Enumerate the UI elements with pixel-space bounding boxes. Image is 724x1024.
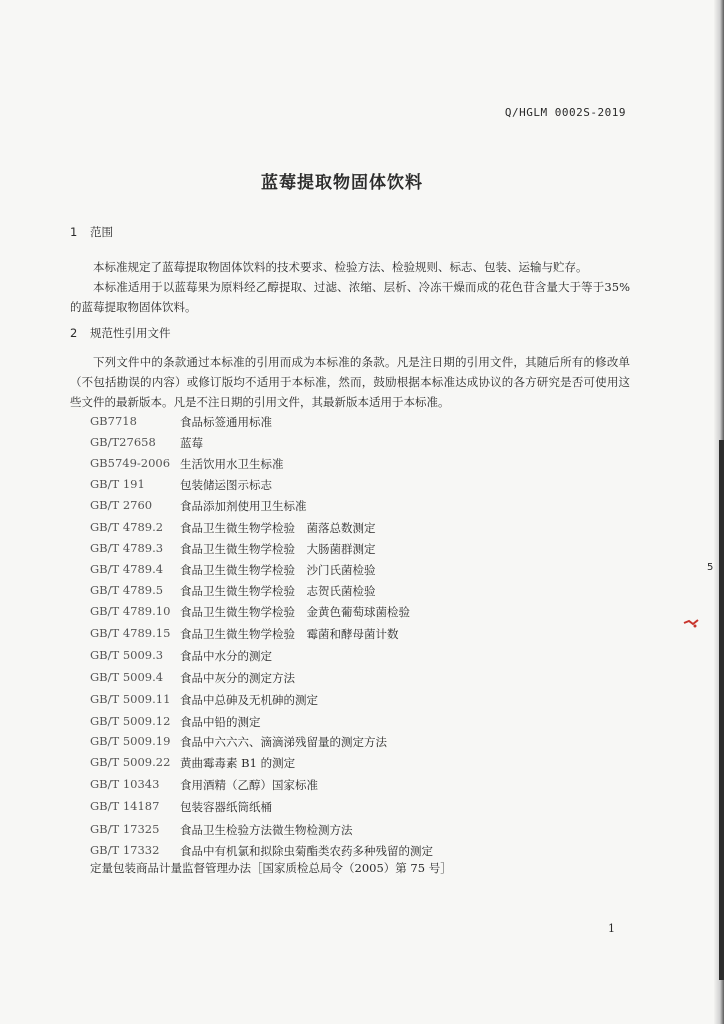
reference-name: 黄曲霉毒素 B1 的测定 [180, 756, 296, 770]
reference-name: 食品添加剂使用卫生标准 [180, 499, 307, 513]
reference-name: 食品卫生微生物学检验 霉菌和酵母菌计数 [180, 627, 399, 641]
reference-code: GB/T 5009.11 [90, 692, 171, 706]
reference-name: 食用酒精（乙醇）国家标准 [180, 778, 318, 792]
reference-code: GB/T 4789.3 [90, 541, 164, 555]
section-1-paragraph-1: 本标准规定了蓝莓提取物固体饮料的技术要求、检验方法、检验规则、标志、包装、运输与贮存。 [93, 260, 588, 274]
reference-code: GB/T 10343 [90, 777, 160, 791]
section-1-paragraph-2: 本标准适用于以蓝莓果为原料经乙醇提取、过滤、浓缩、层析、冷冻干燥而成的花色苷含量大于等于35%的蓝莓提取物固体饮料。 [70, 280, 630, 314]
reference-code: GB/T 4789.4 [90, 562, 164, 576]
reference-code: GB/T 17325 [90, 822, 160, 836]
reference-name: 食品标签通用标准 [180, 415, 272, 429]
reference-name: 食品卫生微生物学检验 菌落总数测定 [180, 521, 376, 535]
reference-name: 食品中水分的测定 [180, 649, 272, 663]
section-2-heading [70, 325, 171, 341]
reference-code: GB/T 5009.22 [90, 755, 171, 769]
reference-name: 食品卫生微生物学检验 金黄色葡萄球菌检验 [180, 605, 410, 619]
reference-code: GB/T 5009.19 [90, 734, 171, 748]
standard-code: Q/HGLM 0002S-2019 [504, 106, 626, 119]
section-title: 规范性引用文件 [90, 326, 171, 340]
red-ink-mark-icon [683, 616, 699, 630]
reference-code: GB/T 5009.12 [90, 714, 171, 728]
scanner-edge [719, 440, 724, 980]
reference-code: GB/T 4789.2 [90, 520, 164, 534]
reference-name: 食品卫生微生物学检验 大肠菌群测定 [180, 542, 376, 556]
reference-code: GB/T 4789.5 [90, 583, 164, 597]
reference-code: GB/T 14187 [90, 799, 160, 813]
page-number: 1 [608, 922, 615, 935]
reference-name: 食品中六六六、滴滴涕残留量的测定方法 [180, 735, 387, 749]
reference-name: 蓝莓 [180, 436, 203, 450]
reference-code: GB/T 4789.15 [90, 626, 171, 640]
reference-name: 包装容器纸筒纸桶 [180, 800, 272, 814]
reference-name: 食品卫生微生物学检验 沙门氏菌检验 [180, 563, 376, 577]
reference-code: GB/T 191 [90, 477, 145, 491]
reference-name: 食品中灰分的测定方法 [180, 671, 295, 685]
reference-name: 食品卫生微生物学检验 志贺氏菌检验 [180, 584, 376, 598]
reference-code: GB/T 5009.3 [90, 648, 164, 662]
reference-name: 包装储运图示标志 [180, 478, 272, 492]
section-2-paragraph-1: 下列文件中的条款通过本标准的引用而成为本标准的条款。凡是注日期的引用文件，其随后所有的修改单（不包括勘误的内容）或修订版均不适用于本标准，然而，鼓励根据本标准达成协议的各方研究是否可使用这些文件的最新版本。凡是不注日期的引用文件，其最新版本适用于本标准。 [70, 355, 630, 409]
reference-name: 食品卫生检验方法微生物检测方法 [180, 823, 353, 837]
section-1-heading [70, 224, 113, 240]
reference-code: GB5749-2006 [90, 456, 171, 470]
reference-name: 食品中总砷及无机砷的测定 [180, 693, 318, 707]
side-tab-mark: 5 [707, 562, 714, 573]
reference-name: 食品中铅的测定 [180, 715, 261, 729]
section-title: 范围 [90, 225, 113, 239]
reference-code: GB/T 17332 [90, 843, 160, 857]
reference-code: GB/T 2760 [90, 498, 153, 512]
section-number: 1 [70, 225, 78, 239]
reference-name: 食品中有机氯和拟除虫菊酯类农药多种残留的测定 [180, 844, 433, 858]
reference-code: GB/T 5009.4 [90, 670, 164, 684]
section-number: 2 [70, 326, 78, 340]
reference-code: GB/T27658 [90, 435, 156, 449]
reference-code: GB7718 [90, 414, 137, 428]
reference-code: GB/T 4789.10 [90, 604, 171, 618]
extra-reference: 定量包装商品计量监督管理办法［国家质检总局令（2005）第 75 号］ [90, 861, 452, 875]
reference-name: 生活饮用水卫生标准 [180, 457, 284, 471]
document-title: 蓝莓提取物固体饮料 [261, 173, 423, 193]
